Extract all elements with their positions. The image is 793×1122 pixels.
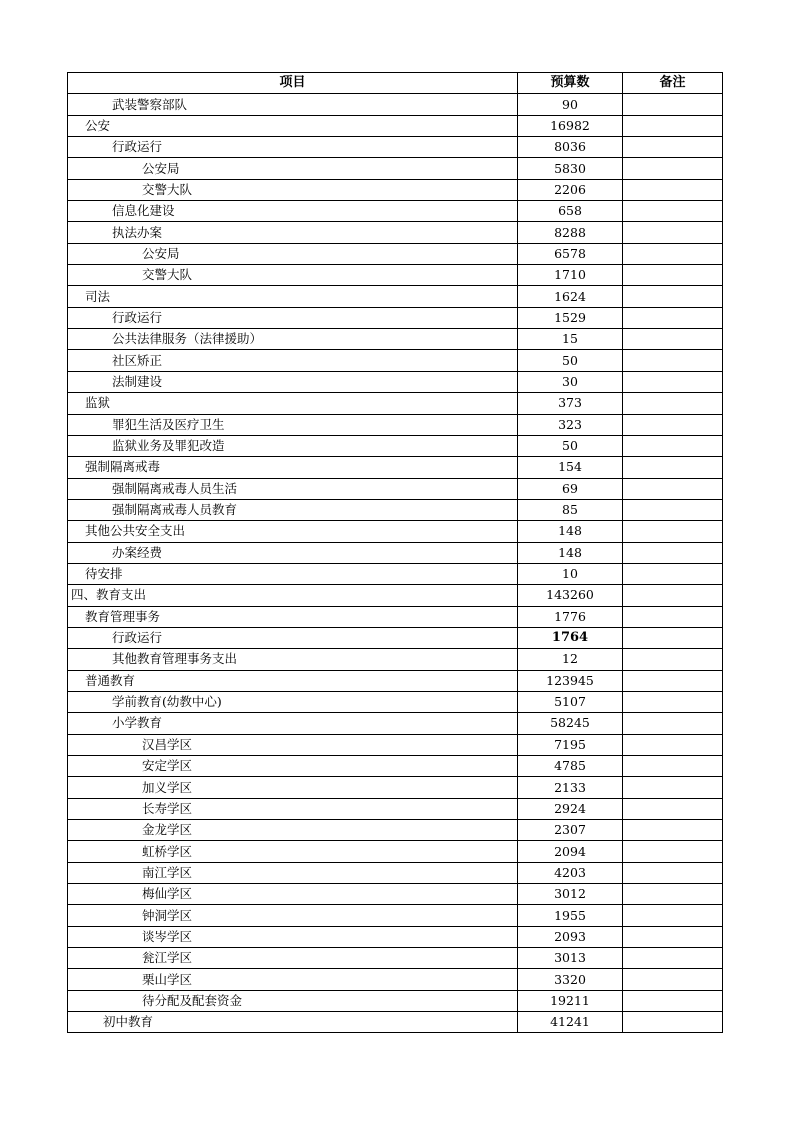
row-item-label: 监狱业务及罪犯改造 xyxy=(68,435,518,456)
table-row xyxy=(68,393,723,414)
table-row xyxy=(68,841,723,862)
table-row xyxy=(68,713,723,734)
row-amount: 58245 xyxy=(518,713,623,734)
row-item-label: 普通教育 xyxy=(68,670,518,691)
table-row xyxy=(68,1012,723,1033)
row-amount: 4785 xyxy=(518,756,623,777)
row-amount: 2206 xyxy=(518,179,623,200)
row-note xyxy=(623,201,723,222)
row-item-label: 办案经费 xyxy=(68,542,518,563)
table-row xyxy=(68,286,723,307)
table-row xyxy=(68,670,723,691)
row-note xyxy=(623,350,723,371)
row-note xyxy=(623,777,723,798)
row-item-label: 交警大队 xyxy=(68,265,518,286)
budget-table xyxy=(67,72,723,1033)
row-amount: 2307 xyxy=(518,820,623,841)
row-note xyxy=(623,371,723,392)
table-row xyxy=(68,243,723,264)
row-item-label: 长寿学区 xyxy=(68,798,518,819)
row-item-label: 行政运行 xyxy=(68,137,518,158)
row-note xyxy=(623,926,723,947)
row-note xyxy=(623,329,723,350)
row-amount: 123945 xyxy=(518,670,623,691)
row-amount: 2133 xyxy=(518,777,623,798)
table-row xyxy=(68,926,723,947)
row-amount: 148 xyxy=(518,542,623,563)
row-note xyxy=(623,393,723,414)
table-row xyxy=(68,542,723,563)
row-amount: 7195 xyxy=(518,734,623,755)
table-header-row xyxy=(68,73,723,94)
row-item-label: 执法办案 xyxy=(68,222,518,243)
row-amount: 2924 xyxy=(518,798,623,819)
row-item-label: 武装警察部队 xyxy=(68,94,518,115)
row-item-label: 行政运行 xyxy=(68,307,518,328)
table-row xyxy=(68,969,723,990)
header-item: 项目 xyxy=(68,73,518,94)
row-note xyxy=(623,499,723,520)
row-item-label: 金龙学区 xyxy=(68,820,518,841)
row-note xyxy=(623,627,723,648)
row-amount: 154 xyxy=(518,457,623,478)
row-note xyxy=(623,222,723,243)
row-item-label: 法制建设 xyxy=(68,371,518,392)
table-row xyxy=(68,499,723,520)
row-amount: 3012 xyxy=(518,884,623,905)
row-note xyxy=(623,649,723,670)
row-amount: 6578 xyxy=(518,243,623,264)
row-note xyxy=(623,798,723,819)
row-note xyxy=(623,179,723,200)
row-item-label: 虹桥学区 xyxy=(68,841,518,862)
row-note xyxy=(623,457,723,478)
row-item-label: 监狱 xyxy=(68,393,518,414)
row-note xyxy=(623,478,723,499)
row-amount: 4203 xyxy=(518,862,623,883)
row-item-label: 其他教育管理事务支出 xyxy=(68,649,518,670)
table-row xyxy=(68,734,723,755)
row-note xyxy=(623,563,723,584)
row-amount: 8036 xyxy=(518,137,623,158)
row-amount: 143260 xyxy=(518,585,623,606)
table-row xyxy=(68,137,723,158)
table-row xyxy=(68,265,723,286)
row-amount: 50 xyxy=(518,350,623,371)
row-item-label: 强制隔离戒毒人员教育 xyxy=(68,499,518,520)
row-amount: 41241 xyxy=(518,1012,623,1033)
table-row xyxy=(68,884,723,905)
table-body xyxy=(68,94,723,1033)
row-note xyxy=(623,884,723,905)
header-note: 备注 xyxy=(623,73,723,94)
row-note xyxy=(623,841,723,862)
row-note xyxy=(623,137,723,158)
row-amount: 373 xyxy=(518,393,623,414)
row-note xyxy=(623,713,723,734)
row-note xyxy=(623,94,723,115)
row-item-label: 学前教育(幼教中心) xyxy=(68,691,518,712)
row-note xyxy=(623,158,723,179)
row-amount: 5107 xyxy=(518,691,623,712)
row-item-label: 加义学区 xyxy=(68,777,518,798)
table-row xyxy=(68,691,723,712)
row-item-label: 钟洞学区 xyxy=(68,905,518,926)
table-row xyxy=(68,521,723,542)
row-note xyxy=(623,243,723,264)
table-row xyxy=(68,585,723,606)
table-row xyxy=(68,435,723,456)
row-note xyxy=(623,756,723,777)
table-row xyxy=(68,371,723,392)
row-note xyxy=(623,265,723,286)
row-amount: 16982 xyxy=(518,115,623,136)
row-amount: 50 xyxy=(518,435,623,456)
row-item-label: 公安局 xyxy=(68,243,518,264)
row-note xyxy=(623,969,723,990)
table-row xyxy=(68,307,723,328)
row-item-label: 初中教育 xyxy=(68,1012,518,1033)
row-item-label: 安定学区 xyxy=(68,756,518,777)
row-item-label: 其他公共安全支出 xyxy=(68,521,518,542)
row-item-label: 公共法律服务（法律援助） xyxy=(68,329,518,350)
row-amount: 85 xyxy=(518,499,623,520)
row-amount: 69 xyxy=(518,478,623,499)
row-note xyxy=(623,585,723,606)
row-amount: 8288 xyxy=(518,222,623,243)
row-amount: 1624 xyxy=(518,286,623,307)
row-item-label: 栗山学区 xyxy=(68,969,518,990)
row-amount: 658 xyxy=(518,201,623,222)
row-note xyxy=(623,115,723,136)
row-item-label: 待安排 xyxy=(68,563,518,584)
table-row xyxy=(68,222,723,243)
table-row xyxy=(68,478,723,499)
row-amount: 3013 xyxy=(518,948,623,969)
row-amount: 3320 xyxy=(518,969,623,990)
row-item-label: 小学教育 xyxy=(68,713,518,734)
row-item-label: 汉昌学区 xyxy=(68,734,518,755)
row-note xyxy=(623,307,723,328)
row-item-label: 教育管理事务 xyxy=(68,606,518,627)
table-row xyxy=(68,606,723,627)
table-row xyxy=(68,649,723,670)
row-item-label: 公安 xyxy=(68,115,518,136)
row-amount: 2093 xyxy=(518,926,623,947)
row-item-label: 谈岑学区 xyxy=(68,926,518,947)
row-note xyxy=(623,691,723,712)
row-item-label: 瓮江学区 xyxy=(68,948,518,969)
row-note xyxy=(623,286,723,307)
row-note xyxy=(623,606,723,627)
table-row xyxy=(68,627,723,648)
table-row xyxy=(68,457,723,478)
row-note xyxy=(623,521,723,542)
row-amount: 15 xyxy=(518,329,623,350)
table-row xyxy=(68,329,723,350)
table-row xyxy=(68,115,723,136)
row-note xyxy=(623,734,723,755)
row-item-label: 交警大队 xyxy=(68,179,518,200)
row-amount: 1764 xyxy=(518,627,623,648)
table-row xyxy=(68,905,723,926)
table-row xyxy=(68,350,723,371)
row-amount: 10 xyxy=(518,563,623,584)
row-amount: 1955 xyxy=(518,905,623,926)
row-note xyxy=(623,1012,723,1033)
row-amount: 90 xyxy=(518,94,623,115)
table-row xyxy=(68,777,723,798)
row-amount: 2094 xyxy=(518,841,623,862)
table-row xyxy=(68,94,723,115)
row-amount: 148 xyxy=(518,521,623,542)
row-amount: 30 xyxy=(518,371,623,392)
row-item-label: 南江学区 xyxy=(68,862,518,883)
row-item-label: 行政运行 xyxy=(68,627,518,648)
row-note xyxy=(623,542,723,563)
row-note xyxy=(623,862,723,883)
table-row xyxy=(68,990,723,1011)
row-item-label: 强制隔离戒毒人员生活 xyxy=(68,478,518,499)
table-row xyxy=(68,756,723,777)
row-amount: 12 xyxy=(518,649,623,670)
table-row xyxy=(68,798,723,819)
table-row xyxy=(68,862,723,883)
row-note xyxy=(623,948,723,969)
table-row xyxy=(68,948,723,969)
table-row xyxy=(68,179,723,200)
header-amount: 预算数 xyxy=(518,73,623,94)
row-amount: 1529 xyxy=(518,307,623,328)
table-row xyxy=(68,158,723,179)
row-note xyxy=(623,990,723,1011)
row-note xyxy=(623,670,723,691)
row-item-label: 强制隔离戒毒 xyxy=(68,457,518,478)
row-item-label: 待分配及配套资金 xyxy=(68,990,518,1011)
row-amount: 323 xyxy=(518,414,623,435)
row-note xyxy=(623,820,723,841)
row-amount: 5830 xyxy=(518,158,623,179)
row-note xyxy=(623,435,723,456)
table-row xyxy=(68,820,723,841)
row-item-label: 四、教育支出 xyxy=(68,585,518,606)
table-row xyxy=(68,563,723,584)
table-row xyxy=(68,201,723,222)
row-item-label: 社区矫正 xyxy=(68,350,518,371)
row-item-label: 信息化建设 xyxy=(68,201,518,222)
table-row xyxy=(68,414,723,435)
row-note xyxy=(623,414,723,435)
row-item-label: 罪犯生活及医疗卫生 xyxy=(68,414,518,435)
row-item-label: 梅仙学区 xyxy=(68,884,518,905)
row-amount: 1776 xyxy=(518,606,623,627)
row-item-label: 司法 xyxy=(68,286,518,307)
row-amount: 19211 xyxy=(518,990,623,1011)
row-note xyxy=(623,905,723,926)
row-item-label: 公安局 xyxy=(68,158,518,179)
row-amount: 1710 xyxy=(518,265,623,286)
